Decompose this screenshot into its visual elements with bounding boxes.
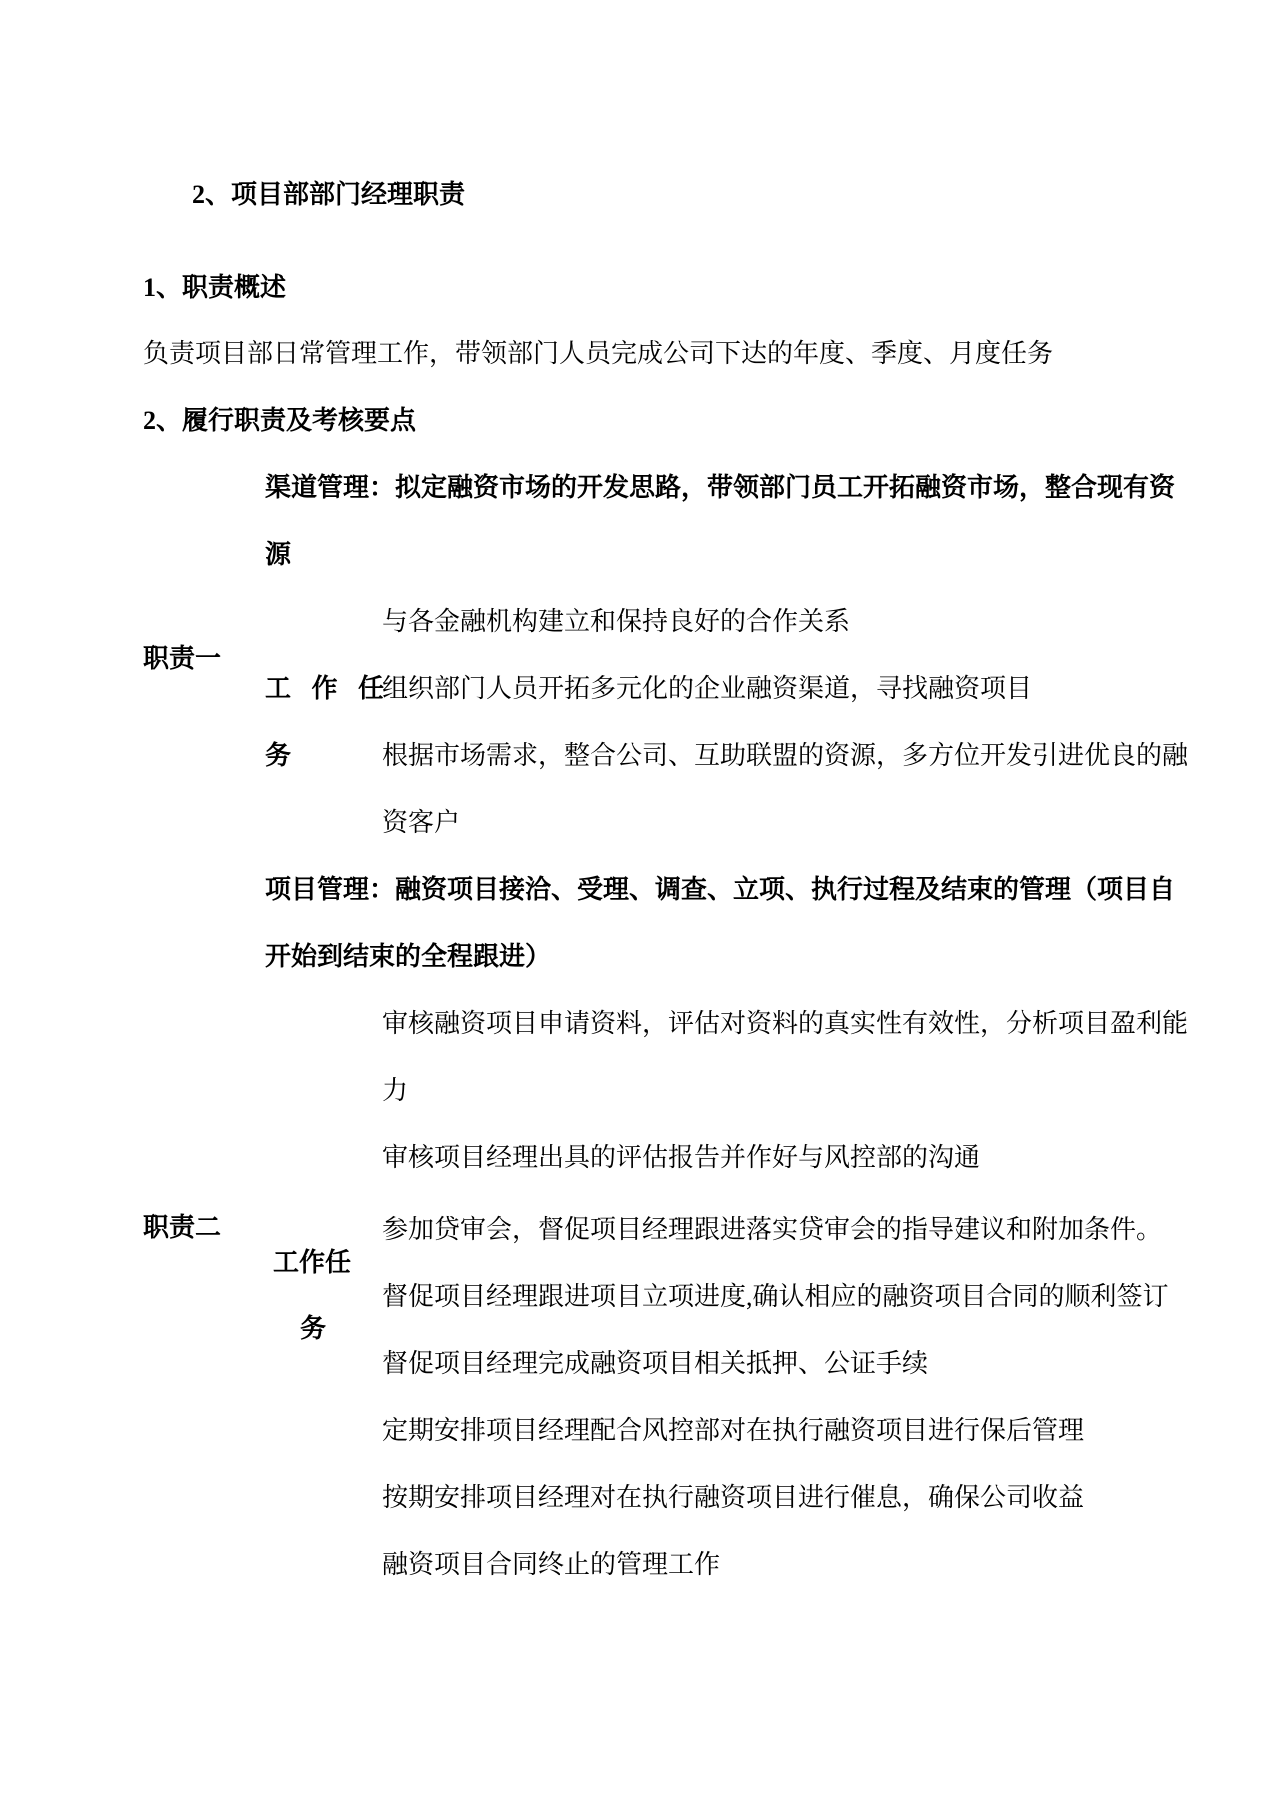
duty2-task-2: 审核项目经理出具的评估报告并作好与风控部的沟通 bbox=[382, 1143, 981, 1172]
duty2-task-column-label-line1: 工作任 bbox=[273, 1248, 352, 1277]
duty1-task-column-label-line2: 务 bbox=[265, 741, 292, 770]
duty2-row-label: 职责二 bbox=[143, 1213, 222, 1242]
duty1-row-label: 职责一 bbox=[143, 644, 222, 673]
duty2-task-8: 融资项目合同终止的管理工作 bbox=[382, 1550, 721, 1579]
duty2-task-1-line2: 力 bbox=[382, 1076, 409, 1105]
duty1-task-1: 与各金融机构建立和保持良好的合作关系 bbox=[382, 607, 851, 636]
duty1-category-line1: 渠道管理：拟定融资市场的开发思路，带领部门员工开拓融资市场，整合现有资 bbox=[265, 473, 1176, 502]
duty2-task-4: 督促项目经理跟进项目立项进度,确认相应的融资项目合同的顺利签订 bbox=[382, 1282, 1169, 1311]
duty2-category-line1: 项目管理：融资项目接洽、受理、调查、立项、执行过程及结束的管理（项目自 bbox=[265, 875, 1176, 904]
duty2-task-6: 定期安排项目经理配合风控部对在执行融资项目进行保后管理 bbox=[382, 1416, 1085, 1445]
duty1-task-3-line1: 根据市场需求，整合公司、互助联盟的资源，多方位开发引进优良的融 bbox=[382, 741, 1189, 770]
duty2-task-7: 按期安排项目经理对在执行融资项目进行催息，确保公司收益 bbox=[382, 1483, 1085, 1512]
duty2-task-column-label-line2: 务 bbox=[300, 1314, 327, 1343]
duties-heading: 2、履行职责及考核要点 bbox=[143, 406, 417, 435]
duty2-category-line2: 开始到结束的全程跟进） bbox=[265, 942, 552, 971]
duty1-task-2: 组织部门人员开拓多元化的企业融资渠道，寻找融资项目 bbox=[382, 674, 1033, 703]
duty2-task-5: 督促项目经理完成融资项目相关抵押、公证手续 bbox=[382, 1349, 929, 1378]
duty1-category-line2: 源 bbox=[265, 540, 292, 569]
duty2-task-3: 参加贷审会，督促项目经理跟进落实贷审会的指导建议和附加条件。 bbox=[382, 1215, 1163, 1244]
duty2-task-1-line1: 审核融资项目申请资料，评估对资料的真实性有效性，分析项目盈利能 bbox=[382, 1009, 1189, 1038]
document-title: 2、项目部部门经理职责 bbox=[192, 180, 466, 209]
duty1-task-3-line2: 资客户 bbox=[382, 808, 461, 837]
overview-heading: 1、职责概述 bbox=[143, 273, 287, 302]
overview-body: 负责项目部日常管理工作，带领部门人员完成公司下达的年度、季度、月度任务 bbox=[143, 339, 1054, 368]
duty1-task-column-label-line1: 工 作 任 bbox=[265, 674, 392, 703]
